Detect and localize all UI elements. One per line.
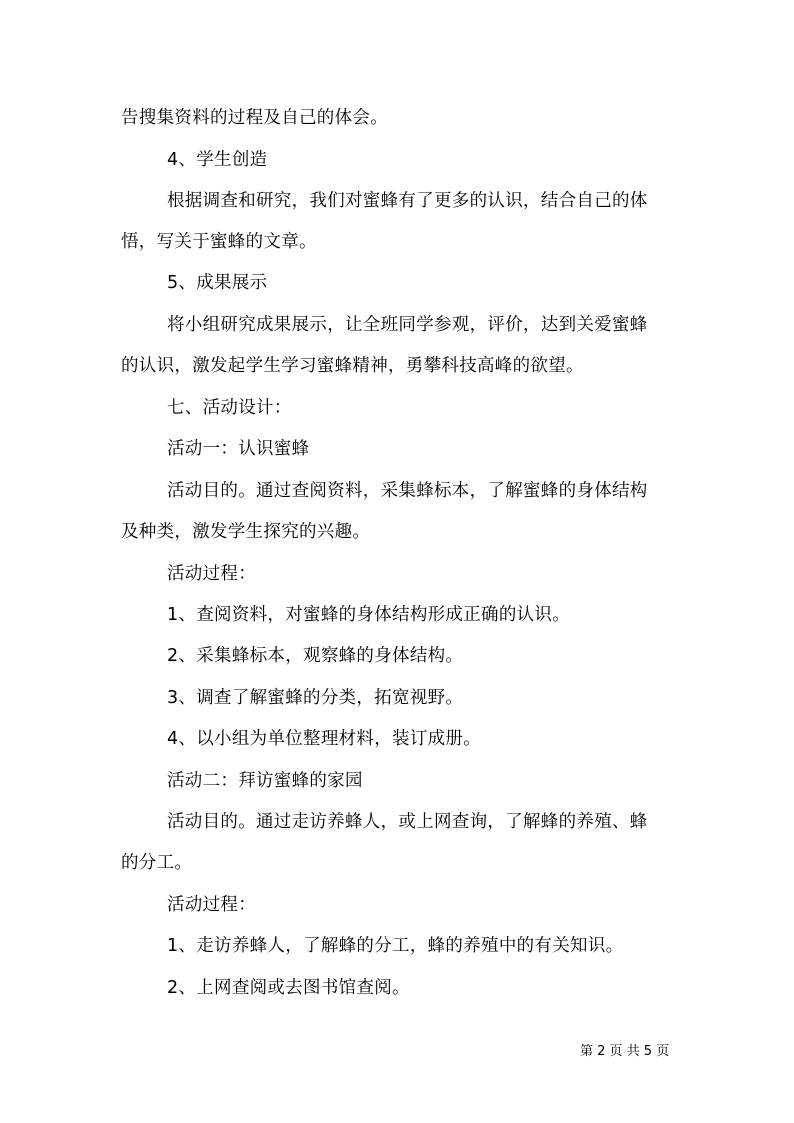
paragraph-line: 及种类，激发学生探究的兴趣。 [121, 522, 371, 542]
subheading: 活动过程： [167, 895, 256, 915]
paragraph-line: 告搜集资料的过程及自己的体会。 [121, 108, 388, 128]
section-heading: 4、学生创造 [167, 150, 268, 170]
activity-title: 活动一：认识蜜蜂 [167, 439, 310, 459]
list-item: 2、上网查阅或去图书馆查阅。 [167, 978, 410, 998]
list-item: 1、走访养蜂人，了解蜂的分工，蜂的养殖中的有关知识。 [167, 936, 624, 956]
list-item: 2、采集蜂标本，观察蜂的身体结构。 [167, 646, 464, 666]
paragraph-line: 活动目的。通过查阅资料，采集蜂标本，了解蜜蜂的身体结构 [167, 481, 648, 501]
paragraph-line: 悟，写关于蜜蜂的文章。 [121, 232, 317, 252]
paragraph-line: 将小组研究成果展示，让全班同学参观，评价，达到关爱蜜蜂 [167, 315, 648, 335]
section-heading: 5、成果展示 [167, 273, 268, 293]
subheading: 活动过程： [167, 564, 256, 584]
paragraph-line: 的认识，激发起学生学习蜜蜂精神，勇攀科技高峰的欲望。 [121, 356, 584, 376]
list-item: 3、调查了解蜜蜂的分类，拓宽视野。 [167, 688, 464, 708]
paragraph-line: 活动目的。通过走访养蜂人，或上网查询，了解蜂的养殖、蜂 [167, 812, 648, 832]
list-item: 4、以小组为单位整理材料，装订成册。 [167, 729, 482, 749]
paragraph-line: 的分工。 [121, 853, 193, 873]
activity-title: 活动二：拜访蜜蜂的家园 [167, 771, 363, 791]
paragraph-line: 根据调查和研究，我们对蜜蜂有了更多的认识，结合自己的体 [167, 191, 648, 211]
page-number: 第 2 页 共 5 页 [580, 1044, 670, 1059]
list-item: 1、查阅资料，对蜜蜂的身体结构形成正确的认识。 [167, 605, 571, 625]
section-heading: 七、活动设计： [167, 398, 292, 418]
